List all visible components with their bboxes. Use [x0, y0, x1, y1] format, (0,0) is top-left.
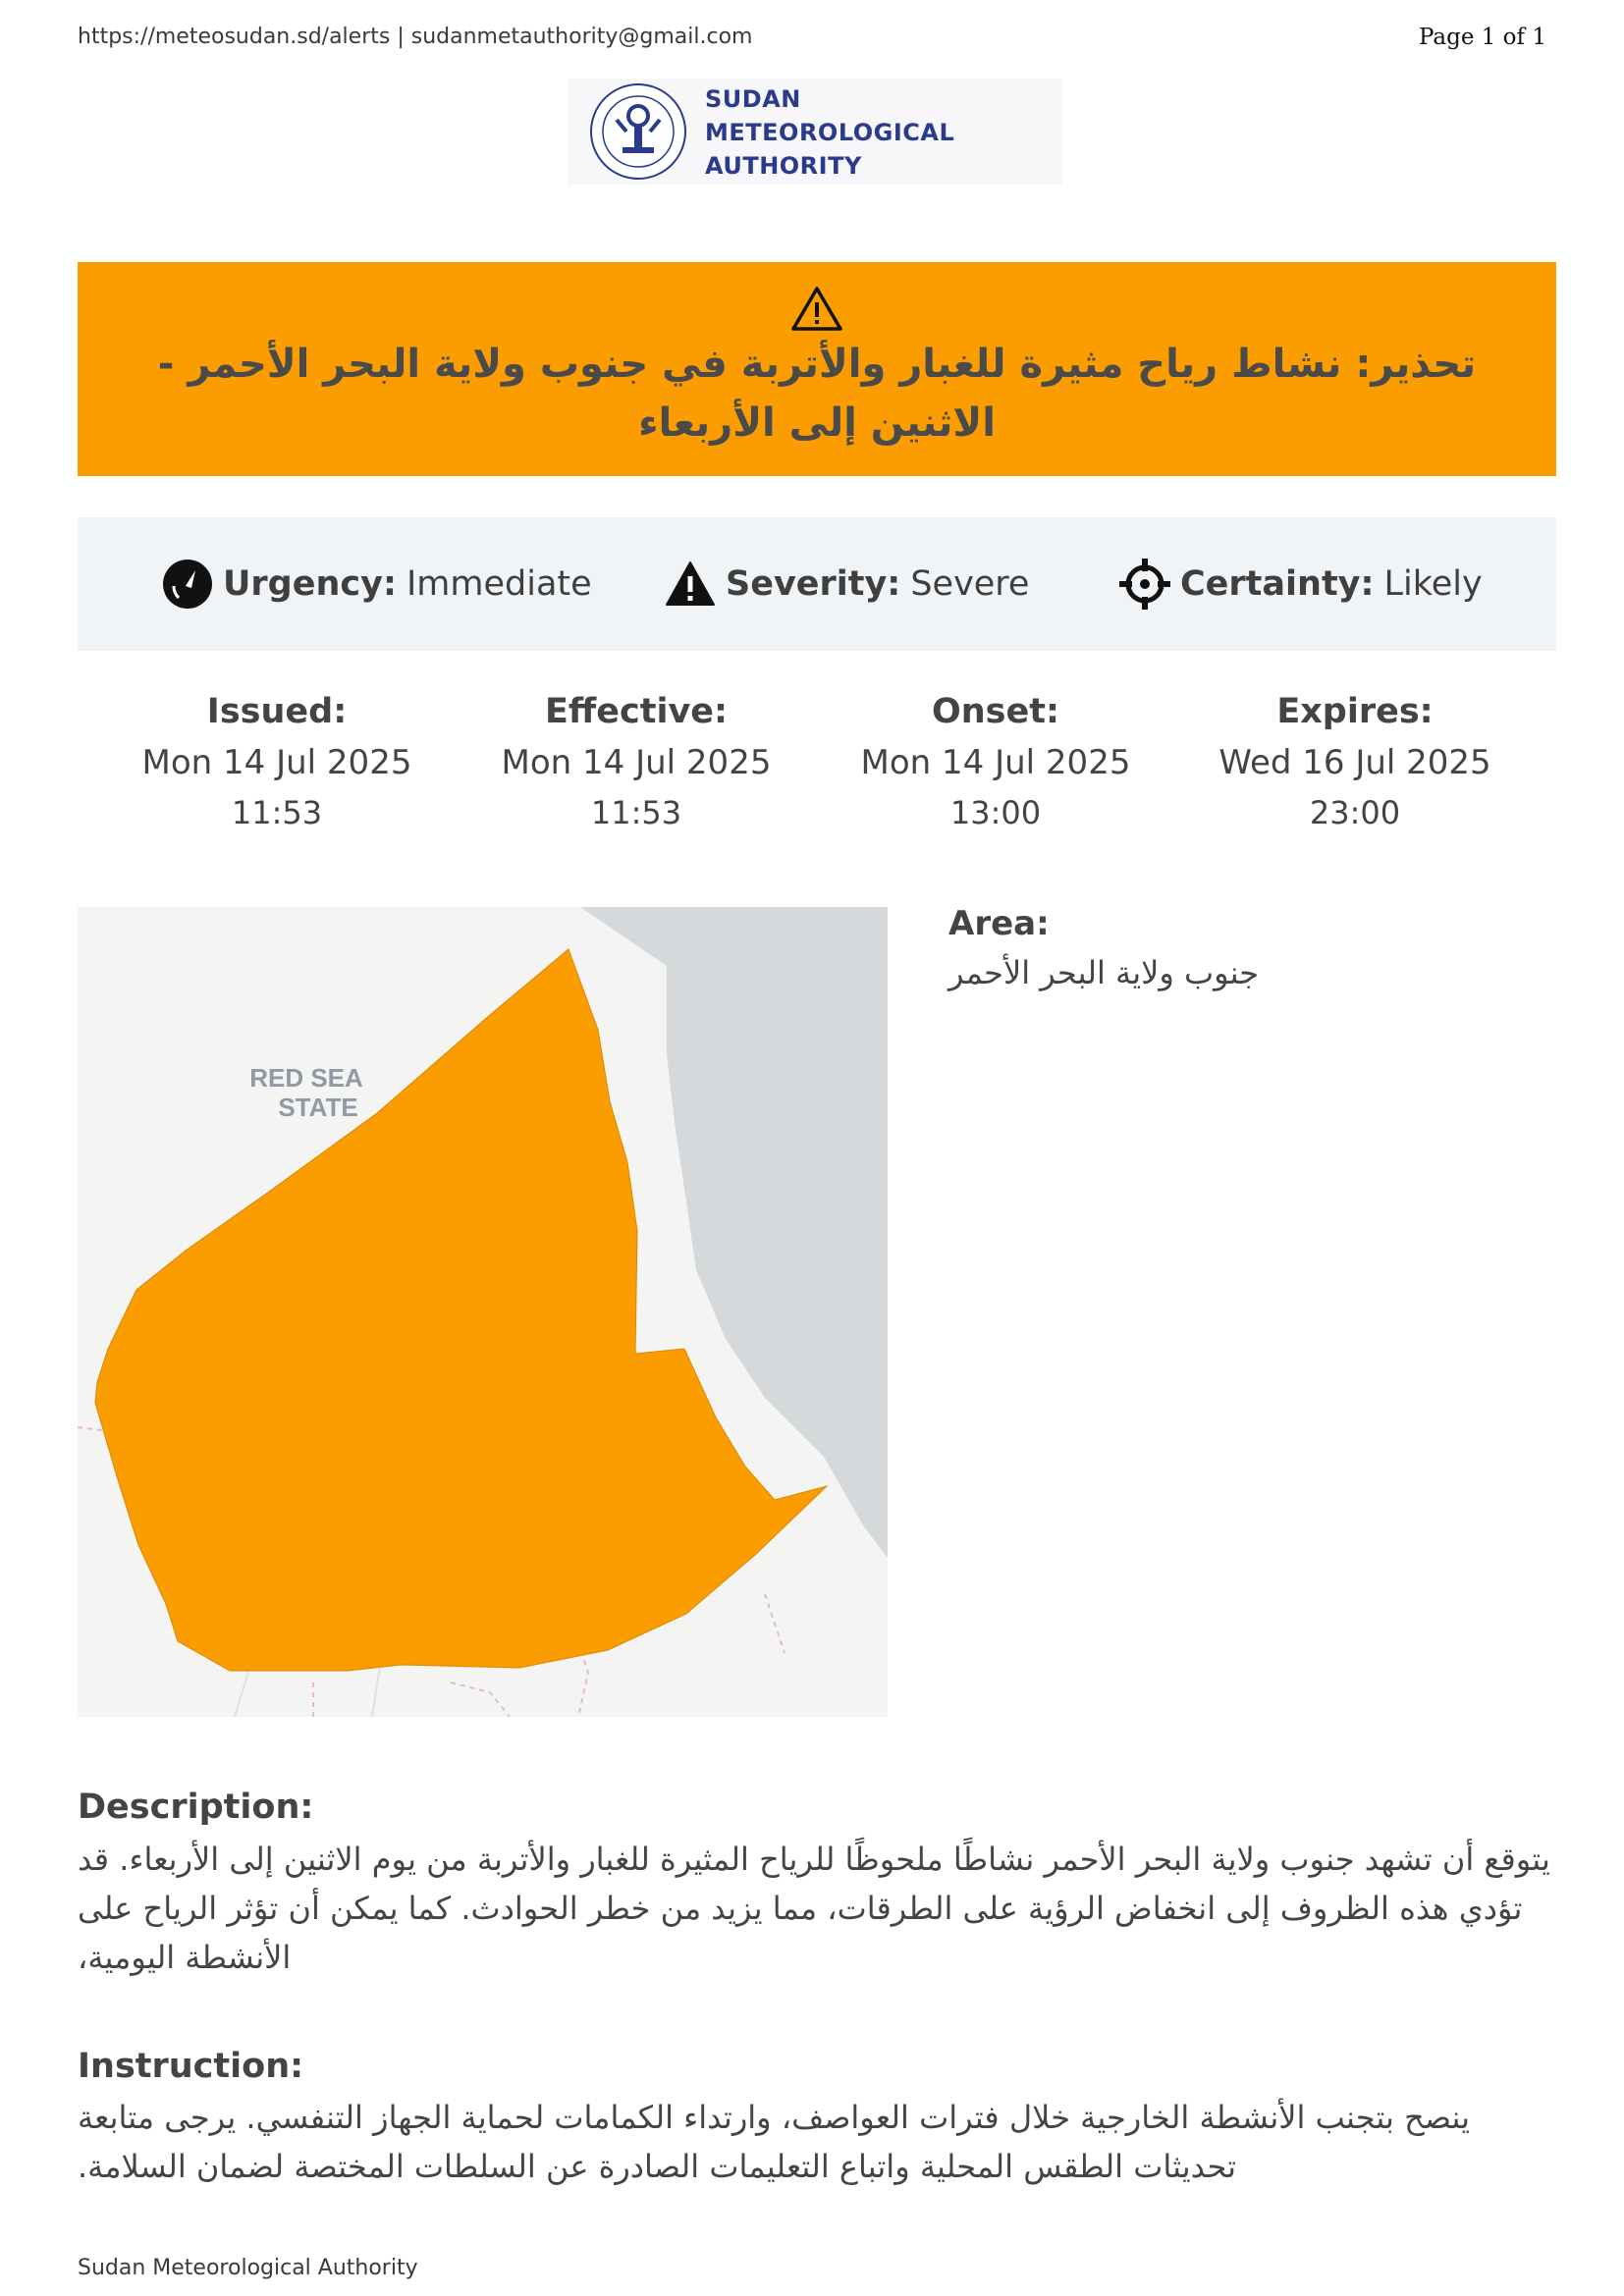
- onset-date: Mon 14 Jul 2025: [860, 743, 1131, 782]
- logo: [568, 79, 1062, 185]
- certainty-label: Certainty:: [1180, 564, 1375, 604]
- area-value: جنوب ولاية البحر الأحمر: [948, 954, 1260, 991]
- issued-label: Issued:: [206, 692, 348, 731]
- alert-area-map: [78, 907, 888, 1717]
- meteorological-emblem-icon: [587, 80, 689, 183]
- effective-block: [489, 692, 784, 831]
- urgency-item: [162, 517, 592, 651]
- effective-date: Mon 14 Jul 2025: [501, 743, 772, 782]
- warning-triangle-icon: [790, 286, 843, 333]
- instruction-text: ينصح بتجنب الأنشطة الخارجية خلال فترات العواصف، وارتداء الكمامات لحماية الجهاز التنفسي. يرجى متابعة تحديثات الطقس المحلية واتباع التعليمات الصادرة عن السلطات المختصة لضمان السلامة.: [78, 2099, 1471, 2185]
- issued-date: Mon 14 Jul 2025: [141, 743, 412, 782]
- alert-title: تحذير: نشاط رياح مثيرة للغبار والأتربة في جنوب ولاية البحر الأحمر - الاثنين إلى الأربعاء: [157, 342, 1477, 446]
- page-indicator: Page 1 of 1: [1418, 25, 1546, 50]
- map-region-label-line-2: STATE: [278, 1093, 358, 1122]
- description-text: يتوقع أن تشهد جنوب ولاية البحر الأحمر نشاطًا ملحوظًا للرياح المثيرة للغبار والأتربة من يوم الاثنين إلى الأربعاء. قد تؤدي هذه الظروف إلى انخفاض الرؤية على الطرقات، مما يزيد من خطر الحوادث. كما يمكن أن تؤثر الرياح على الأنشطة اليومية،: [78, 1841, 1550, 1976]
- urgency-value: Immediate: [406, 564, 592, 604]
- severity-value: Severe: [910, 564, 1030, 604]
- onset-label: Onset:: [932, 692, 1059, 731]
- map-canvas: [78, 907, 888, 1717]
- onset-time: 13:00: [949, 794, 1042, 831]
- certainty-value: Likely: [1383, 564, 1483, 604]
- issued-block: [130, 692, 424, 831]
- issued-time: 11:53: [231, 794, 323, 831]
- footer-text: Sudan Meteorological Authority: [78, 2256, 418, 2280]
- map-region-label-line-1: RED SEA: [249, 1063, 363, 1093]
- severity-label: Severity:: [726, 564, 901, 604]
- effective-label: Effective:: [544, 692, 729, 731]
- crosshair-icon: [1119, 559, 1170, 610]
- effective-time: 11:53: [590, 794, 682, 831]
- warning-icon: [665, 559, 716, 610]
- onset-block: [848, 692, 1143, 831]
- area-label: Area:: [948, 904, 1050, 943]
- description-label: Description:: [78, 1788, 314, 1827]
- severity-item: [665, 517, 1029, 651]
- urgency-label: Urgency:: [223, 564, 397, 604]
- expires-block: [1208, 692, 1502, 831]
- header-contact-line: https://meteosudan.sd/alerts | sudanmetauthority@gmail.com: [78, 25, 753, 49]
- logo-line-3: AUTHORITY: [705, 152, 862, 180]
- instruction-label: Instruction:: [78, 2047, 304, 2086]
- urgency-severity-certainty-bar: [78, 517, 1556, 651]
- logo-line-2: METEOROLOGICAL: [705, 119, 955, 146]
- logo-line-1: SUDAN: [705, 85, 801, 113]
- expires-label: Expires:: [1276, 692, 1434, 731]
- clock-icon: [162, 559, 213, 610]
- alert-banner: [78, 262, 1556, 476]
- logo-wordmark: [705, 82, 954, 183]
- expires-time: 23:00: [1309, 794, 1401, 831]
- expires-date: Wed 16 Jul 2025: [1218, 743, 1491, 782]
- certainty-item: [1119, 517, 1483, 651]
